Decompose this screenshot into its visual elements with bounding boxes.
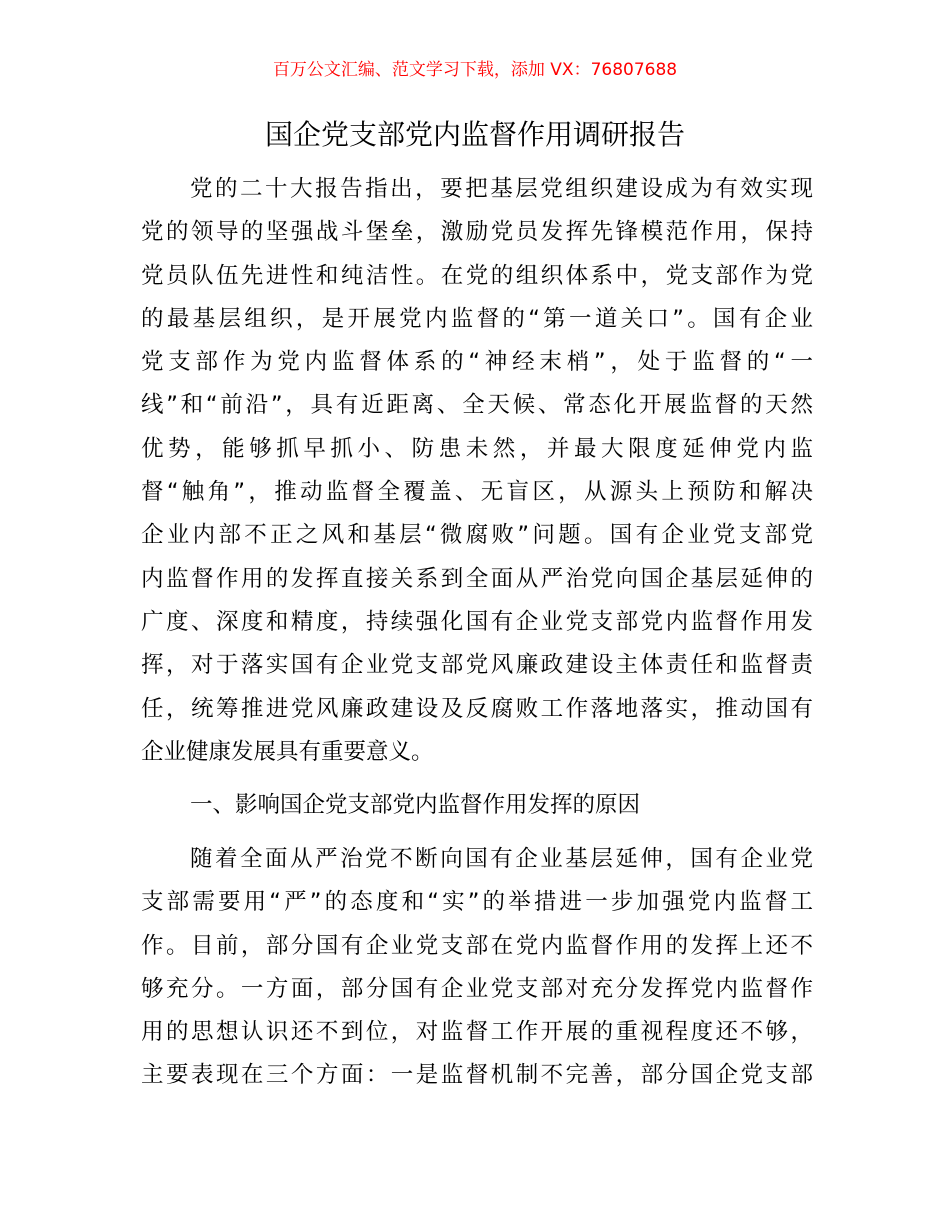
- paragraph-line: 广度、深度和精度，持续强化国有企业党支部党内监督作用发: [141, 608, 813, 635]
- paragraph-line: 内监督作用的发挥直接关系到全面从严治党向国企基层延伸的: [141, 565, 813, 592]
- paragraph-line: 线”和“前沿”，具有近距离、全天候、常态化开展监督的天然: [141, 392, 813, 419]
- paragraph-line: 党的二十大报告指出，要把基层党组织建设成为有效实现: [190, 176, 813, 202]
- paragraph-line: 用的思想认识还不到位，对监督工作开展的重视程度还不够，: [141, 1019, 813, 1046]
- paragraph-line: 督“触角”，推动监督全覆盖、无盲区，从源头上预防和解决: [141, 479, 813, 506]
- paragraph-line: 任，统筹推进党风廉政建设及反腐败工作落地落实，推动国有: [141, 695, 813, 722]
- paragraph-line: 随着全面从严治党不断向国有企业基层延伸，国有企业党: [190, 846, 813, 872]
- intro-paragraph: [141, 168, 813, 774]
- paragraph-line: 企业内部不正之风和基层“微腐败”问题。国有企业党支部党: [141, 522, 813, 549]
- paragraph-line: 党员队伍先进性和纯洁性。在党的组织体系中，党支部作为党: [141, 262, 813, 289]
- paragraph-line: 挥，对于落实国有企业党支部党风廉政建设主体责任和监督责: [141, 652, 813, 679]
- paragraph-line: 党支部作为党内监督体系的“神经末梢”，处于监督的“一: [141, 349, 813, 376]
- paragraph-line: 党的领导的坚强战斗堡垒，激励党员发挥先锋模范作用，保持: [141, 219, 813, 246]
- paragraph-line: 的最基层组织，是开展党内监督的“第一道关口”。国有企业: [141, 305, 813, 332]
- paragraph-line: 支部需要用“严”的态度和“实”的举措进一步加强党内监督工: [141, 889, 813, 916]
- section-heading: [141, 784, 813, 827]
- paragraph-line: 优势，能够抓早抓小、防患未然，并最大限度延伸党内监: [141, 435, 813, 462]
- promo-banner: 百万公文汇编、范文学习下载，添加 VX：76807688: [272, 60, 678, 80]
- paragraph-line: 作。目前，部分国有企业党支部在党内监督作用的发挥上还不: [141, 932, 813, 959]
- paragraph-line: 够充分。一方面，部分国有企业党支部对充分发挥党内监督作: [141, 975, 813, 1002]
- paragraph-line: 主要表现在三个方面：一是监督机制不完善，部分国企党支部: [141, 1062, 813, 1089]
- document-title: 国企党支部党内监督作用调研报告: [264, 118, 685, 151]
- section-heading-text: 一、影响国企党支部党内监督作用发挥的原因: [190, 792, 641, 818]
- section-paragraph: [141, 838, 813, 1098]
- paragraph-line: 企业健康发展具有重要意义。: [141, 738, 434, 765]
